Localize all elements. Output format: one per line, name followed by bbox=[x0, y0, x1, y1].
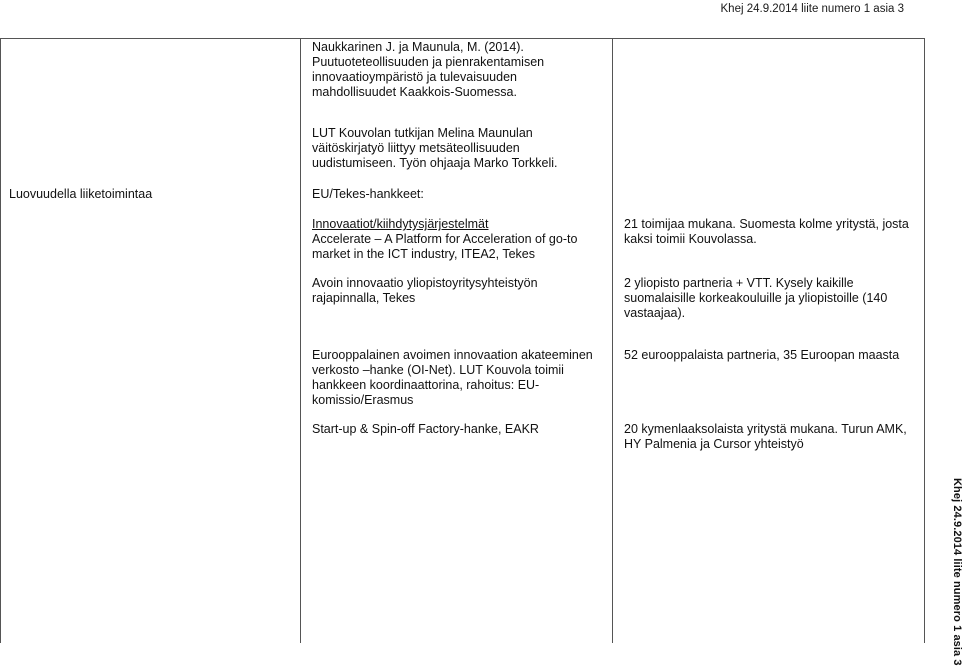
page-header-note: Khej 24.9.2014 liite numero 1 asia 3 bbox=[720, 3, 904, 15]
oi-net-project: Eurooppalainen avoimen innovaation akateeminen verkosto –hanke (OI-Net). LUT Kouvola toimii hankkeen koordinaattorina, rahoitus: EU- komissio/Erasmus bbox=[312, 348, 593, 407]
lut-research-note: LUT Kouvolan tutkijan Melina Maunulan väitöskirjatyö liittyy metsäteollisuuden uudistumiseen. Työn ohjaaja Marko Torkkeli. bbox=[312, 126, 558, 170]
startup-note: 20 kymenlaaksolaista yritystä mukana. Turun AMK, HY Palmenia ja Cursor yhteistyö bbox=[624, 422, 907, 451]
column-divider-2 bbox=[612, 38, 613, 643]
accelerate-project: Innovaatiot/kiihdytysjärjestelmät Accelerate – A Platform for Acceleration of go-to market in the ICT industry, ITEA2, Tekes bbox=[312, 217, 578, 261]
column-divider-1 bbox=[300, 38, 301, 643]
avoin-innovaatio-project: Avoin innovaatio yliopistoyritysyhteistyön rajapinnalla, Tekes bbox=[312, 276, 538, 305]
accelerate-note: 21 toimijaa mukana. Suomesta kolme yritystä, josta kaksi toimii Kouvolassa. bbox=[624, 217, 909, 246]
innovation-systems-heading: Innovaatiot/kiihdytysjärjestelmät bbox=[312, 217, 489, 231]
startup-project: Start-up & Spin-off Factory-hanke, EAKR bbox=[312, 422, 539, 436]
oi-net-note: 52 eurooppalaista partneria, 35 Euroopan maasta bbox=[624, 348, 900, 362]
row-label: Luovuudella liiketoimintaa bbox=[9, 187, 153, 201]
side-stamp-note: Khej 24.9.2014 liite numero 1 asia 3 bbox=[951, 478, 963, 666]
reference-citation: Naukkarinen J. ja Maunula, M. (2014). Puutuoteteollisuuden ja pienrakentamisen innovaatioympäristö ja tulevaisuuden mahdollisuudet Kaakkois-Suomessa. bbox=[312, 40, 545, 99]
avoin-innovaatio-note: 2 yliopisto partneria + VTT. Kysely kaikille suomalaisille korkeakouluille ja yliopistoille (140 vastaajaa). bbox=[624, 276, 888, 320]
eu-tekes-heading: EU/Tekes-hankkeet: bbox=[312, 187, 424, 201]
